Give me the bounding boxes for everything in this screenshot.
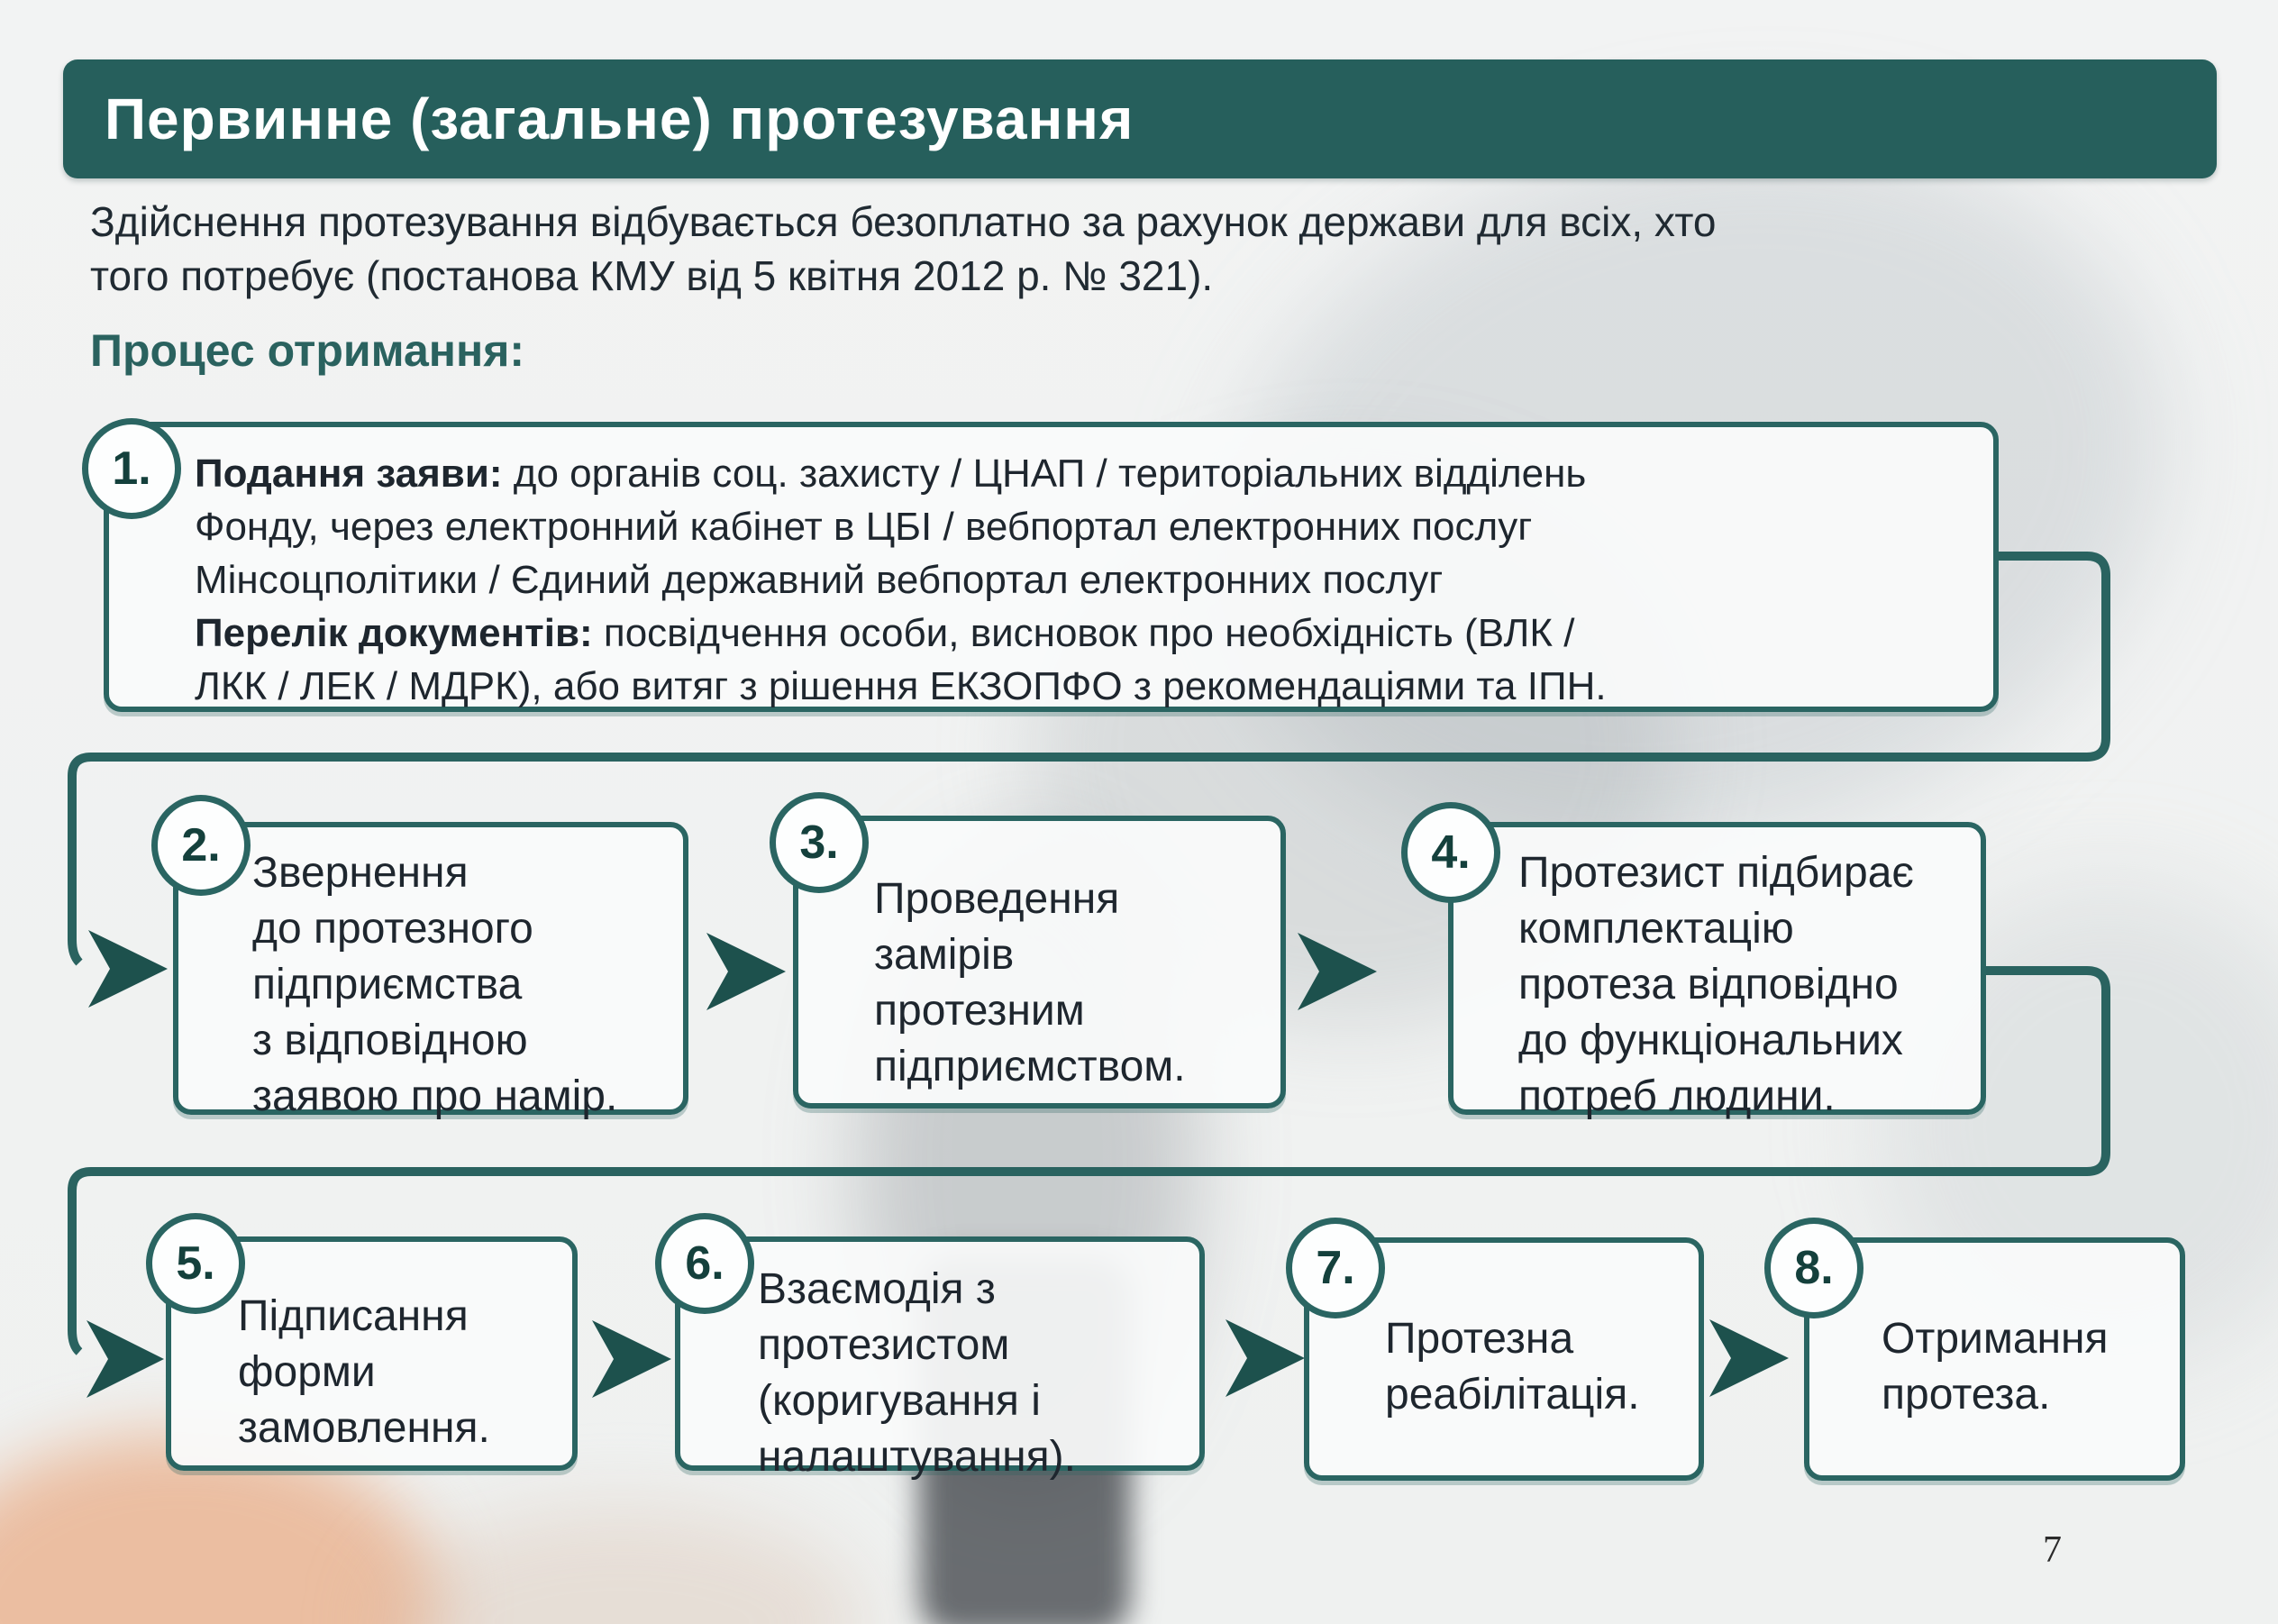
intro-paragraph: [90, 195, 1717, 303]
step-number-badge: [82, 418, 181, 519]
step-box-3: [793, 816, 1286, 1109]
step-text-line: протеза.: [1882, 1371, 2051, 1419]
step-box-4: [1431, 822, 1986, 1120]
step-text-line: до функціональних: [1518, 1017, 1903, 1064]
step-text-line: Протезист підбирає: [1518, 849, 1914, 897]
step-text-line: замірів: [874, 931, 1015, 979]
arrow-right-icon: [706, 933, 786, 1010]
step-text: [1385, 1311, 1690, 1423]
step-box-6: [675, 1236, 1205, 1481]
step-number-badge: [146, 1213, 245, 1314]
step-text-line: протеза відповідно: [1518, 961, 1899, 1008]
step-box-2: [173, 819, 688, 1120]
step-text-line: з відповідною: [252, 1017, 528, 1064]
step-number: 6.: [685, 1237, 724, 1290]
step-text-line: Отримання: [1882, 1315, 2109, 1363]
step-number: 5.: [176, 1237, 215, 1290]
step-text-line: підприємством.: [874, 1043, 1186, 1090]
step-text: [758, 1262, 1190, 1485]
arrow-right-icon: [592, 1320, 671, 1398]
step-text-line: Звернення: [252, 849, 469, 897]
step-text-line: (коригування і: [758, 1377, 1041, 1425]
step-number: 2.: [181, 819, 221, 871]
step-text-line: комплектацію: [1518, 905, 1794, 953]
step-number: 8.: [1794, 1242, 1834, 1294]
step-text-line: Перелік документів: посвідчення особи, висновок про необхідність (ВЛК /: [195, 611, 1575, 655]
step-text-line: Протезна: [1385, 1315, 1574, 1363]
step-text: [1882, 1311, 2171, 1423]
step-text-line: Подання заяви: до органів соц. захисту / ЦНАП / територіальних відділень: [195, 452, 1587, 496]
step-box-5: [166, 1236, 578, 1471]
process-heading: Процес отримання:: [90, 325, 525, 376]
arrow-right-icon: [87, 1320, 164, 1398]
step-number-badge: [655, 1213, 754, 1314]
step-text-line: Проведення: [874, 875, 1120, 923]
step-number: 7.: [1316, 1242, 1355, 1294]
step-number-badge: [1286, 1218, 1385, 1318]
step-text-line: Мінсоцполітики / Єдиний державний вебпортал електронних послуг: [195, 558, 1444, 602]
step-number: 3.: [799, 817, 839, 869]
step-number-badge: [770, 792, 869, 893]
step-text-line: потреб людини.: [1518, 1072, 1836, 1120]
step-text-line: підприємства: [252, 961, 523, 1008]
step-number: 4.: [1431, 826, 1471, 879]
arrow-right-icon: [1226, 1319, 1305, 1397]
step-text: [252, 845, 674, 1125]
step-number-badge: [1764, 1218, 1863, 1318]
step-text-line: Підписання: [238, 1292, 469, 1340]
step-text-line: замовлення.: [238, 1404, 490, 1452]
page-number: 7: [2043, 1529, 2062, 1571]
step-text-line: ЛКК / ЛЕК / МДРК), або витяг з рішення ЕКЗОПФО з рекомендаціями та ІПН.: [195, 664, 1607, 708]
step-text: [874, 871, 1271, 1095]
step-text-line: форми: [238, 1348, 376, 1396]
step-number-badge: [151, 795, 251, 896]
step-text: [1518, 845, 1972, 1125]
step-text-line: до протезного: [252, 905, 533, 953]
step-number-badge: [1401, 802, 1500, 903]
step-text: [238, 1289, 563, 1456]
arrow-right-icon: [1709, 1319, 1789, 1397]
step-text-line: налаштування).: [758, 1433, 1076, 1481]
step-text: [195, 447, 1975, 713]
page-title: Первинне (загальне) протезування: [105, 87, 1134, 151]
intro-line: того потребує (постанова КМУ від 5 квітня 2012 р. № 321).: [90, 252, 1214, 299]
step-text-line: протезистом: [758, 1321, 1010, 1369]
step-box-8: [1794, 1237, 2185, 1481]
step-text-line: Фонду, через електронний кабінет в ЦБІ / вебпортал електронних послуг: [195, 505, 1533, 549]
step-box-1: [104, 422, 1999, 712]
arrow-right-icon: [88, 930, 168, 1008]
step-text-line: реабілітація.: [1385, 1371, 1640, 1419]
step-box-7: [1304, 1237, 1704, 1481]
step-number: 1.: [112, 442, 151, 495]
step-text-line: Взаємодія з: [758, 1265, 996, 1313]
intro-line: Здійснення протезування відбувається безоплатно за рахунок держави для всіх, хто: [90, 198, 1717, 245]
step-text-line: заявою про намір.: [252, 1072, 618, 1120]
arrow-right-icon: [1298, 933, 1377, 1010]
title-bar: [63, 59, 2217, 178]
step-text-line: протезним: [874, 987, 1085, 1035]
